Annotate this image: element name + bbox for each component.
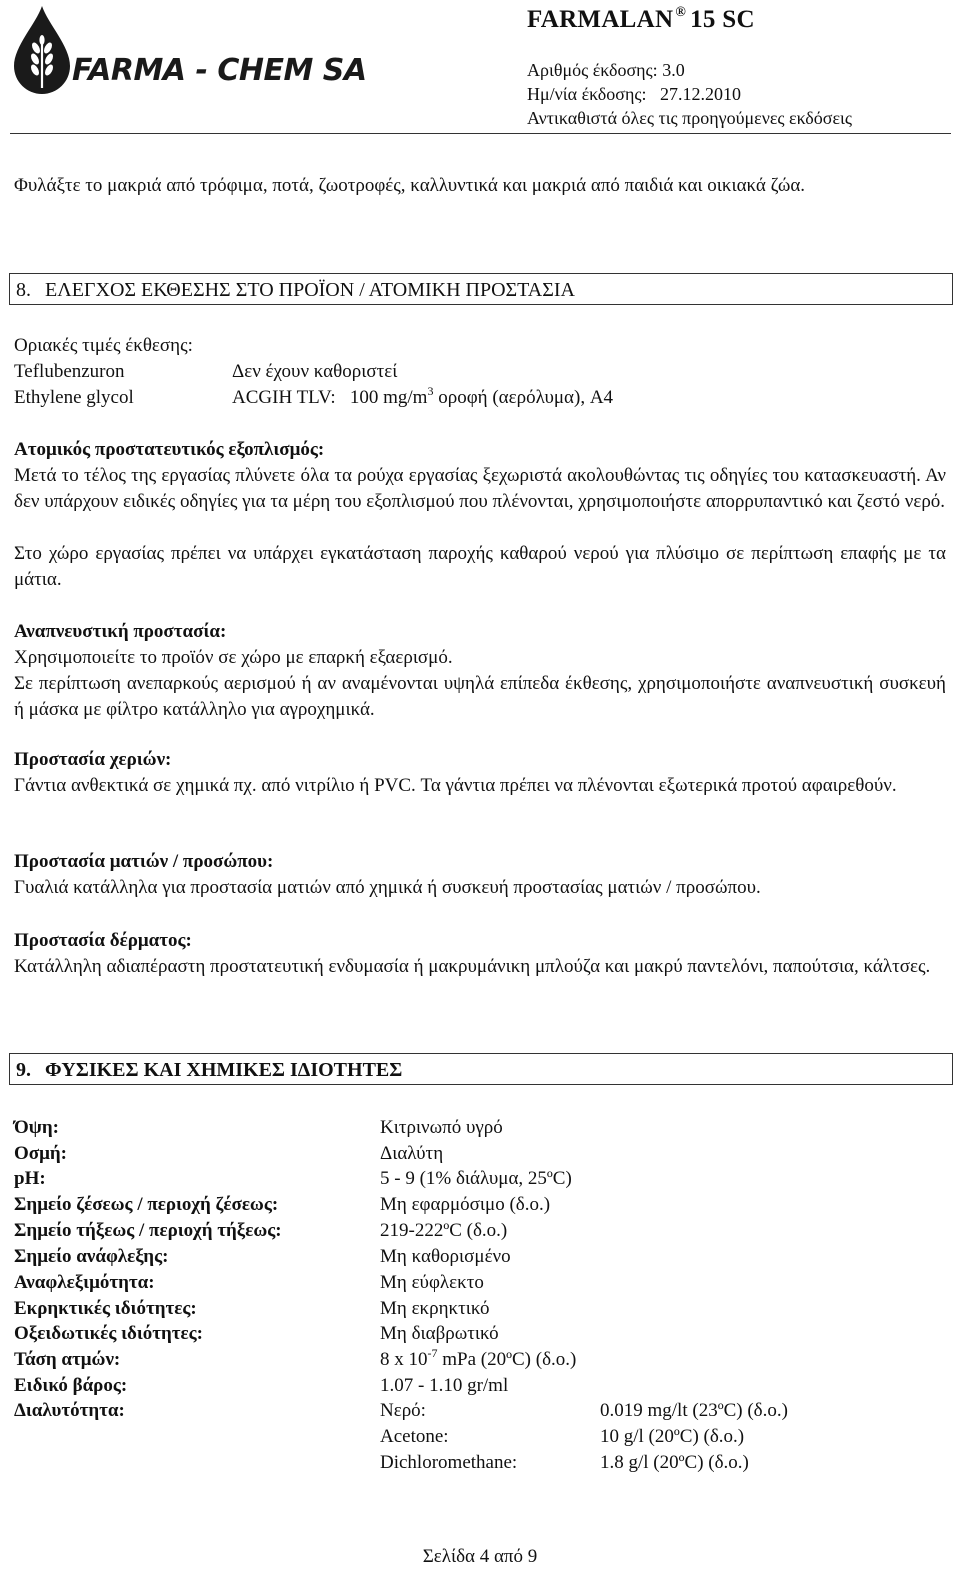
- property-value: Διαλύτη: [380, 1143, 444, 1164]
- solvent-name: Acetone:: [380, 1426, 449, 1447]
- hands-text: Γάντια ανθεκτικά σε χημικά πχ. από νιτρίλιο ή PVC. Τα γάντια πρέπει να πλένονται εξωτερικά προτού αφαιρεθούν.: [14, 775, 897, 796]
- solubility-value: 0.019 mg/lt (23ºC) (δ.ο.): [600, 1400, 788, 1421]
- issue-date: Ημ/νία έκδοσης: 27.12.2010: [527, 84, 742, 104]
- product-name: FARMALAN ® 15 SC: [527, 5, 755, 33]
- property-value: 219-222ºC (δ.ο.): [380, 1220, 508, 1241]
- solubility-value: 10 g/l (20ºC) (δ.ο.): [600, 1426, 745, 1447]
- replaces-note: Αντικαθιστά όλες τις προηγούμενες εκδόσεις: [527, 108, 853, 128]
- property-value: Μη εφαρμόσιμο (δ.ο.): [380, 1194, 551, 1215]
- ppe-heading: Ατομικός προστατευτικός εξοπλισμός:: [14, 439, 325, 460]
- respiratory-text: Χρησιμοποιείτε το προϊόν σε χώρο με επαρκή εξαερισμό.: [14, 647, 453, 668]
- property-label: Οξειδωτικές ιδιότητες:: [14, 1323, 203, 1344]
- property-label: Σημείο τήξεως / περιοχή τήξεως:: [14, 1220, 282, 1241]
- limits-heading: Οριακές τιμές έκθεσης:: [14, 335, 193, 356]
- eyes-text: Γυαλιά κατάλληλα για προστασία ματιών από χημικά ή συσκευή προστασίας ματιών / προσώπου.: [14, 877, 761, 898]
- skin-text: Κατάλληλη αδιαπέραστη προστατευτική ενδυμασία ή μακρυμάνικη μπλούζα και μακρύ παντελόνι, παπούτσια, κάλτσες.: [14, 956, 931, 977]
- farma-chem-logo-icon: [8, 4, 368, 96]
- header-divider: [10, 133, 951, 134]
- section-8-heading: 8. ΕΛΕΓΧΟΣ ΕΚΘΕΣΗΣ ΣΤΟ ΠΡΟΪΟΝ / ΑΤΟΜΙΚΗ ΠΡΟΣΤΑΣΙΑ: [9, 273, 953, 305]
- storage-text: Φυλάξτε το μακριά από τρόφιμα, ποτά, ζωοτροφές, καλλυντικά και μακριά από παιδιά και οικιακά ζώα.: [14, 175, 806, 196]
- solvent-name: Dichloromethane:: [380, 1452, 518, 1473]
- property-label: Διαλυτότητα:: [14, 1400, 125, 1421]
- property-label: Σημείο ζέσεως / περιοχή ζέσεως:: [14, 1194, 279, 1215]
- property-label: Εκρηκτικές ιδιότητες:: [14, 1298, 197, 1319]
- solvent-name: Νερό:: [380, 1400, 426, 1421]
- property-label: Ειδικό βάρος:: [14, 1375, 128, 1396]
- company-logo: [8, 4, 368, 96]
- eyes-heading: Προστασία ματιών / προσώπου:: [14, 851, 274, 872]
- property-label: Αναφλεξιμότητα:: [14, 1272, 155, 1293]
- respiratory-text: Σε περίπτωση ανεπαρκούς αερισμού ή αν αναμένονται υψηλά επίπεδα έκθεσης, χρησιμοποιήστε αναπνευστική συσκευή ή μάσκα με φίλτρο κατάλληλο για αγροχημικά.: [14, 673, 946, 720]
- skin-heading: Προστασία δέρματος:: [14, 930, 192, 951]
- limit-value: Δεν έχουν καθοριστεί: [232, 361, 398, 382]
- property-label: pH:: [14, 1168, 46, 1189]
- property-value: Μη διαβρωτικό: [380, 1323, 499, 1344]
- section-9-heading: 9. ΦΥΣΙΚΕΣ ΚΑΙ ΧΗΜΙΚΕΣ ΙΔΙΟΤΗΤΕΣ: [9, 1053, 953, 1085]
- hands-heading: Προστασία χεριών:: [14, 749, 172, 770]
- property-label: Σημείο ανάφλεξης:: [14, 1246, 169, 1267]
- property-value: 8 x $10^{-7}$ mPa (20ºC) (δ.ο.): [380, 1346, 577, 1370]
- solubility-value: 1.8 g/l (20ºC) (δ.ο.): [600, 1452, 749, 1473]
- ppe-text: Μετά το τέλος της εργασίας πλύνετε όλα τα ρούχα εργασίας ξεχωριστά ακολουθώντας τις οδηγίες του κατασκευαστή. Αν δεν υπάρχουν ειδικές οδηγίες για τα μέρη του εξοπλισμού που πλένονται, χρησιμοποιήστε απορρυπαντικό και ζεστό νερό.: [14, 465, 946, 512]
- property-label: Όψη:: [14, 1117, 59, 1138]
- property-value: Μη εκρηκτικό: [380, 1298, 490, 1319]
- property-label: Τάση ατμών:: [14, 1349, 121, 1370]
- property-label: Οσμή:: [14, 1143, 68, 1164]
- limit-value: ACGIH TLV: 100 $mg/m^3$ οροφή (αερόλυμα), A4: [232, 384, 614, 408]
- property-value: Μη καθορισμένο: [380, 1246, 511, 1267]
- property-value: Κιτρινωπό υγρό: [380, 1117, 503, 1138]
- property-value: Μη εύφλεκτο: [380, 1272, 484, 1293]
- ppe-text: Στο χώρο εργασίας πρέπει να υπάρχει εγκατάσταση παροχής καθαρού νερού για πλύσιμο σε περίπτωση επαφής με τα μάτια.: [14, 543, 946, 590]
- respiratory-heading: Αναπνευστική προστασία:: [14, 621, 227, 642]
- issue-number: Αριθμός έκδοσης: 3.0: [527, 60, 685, 80]
- page-number: Σελίδα 4 από 9: [422, 1546, 538, 1567]
- svg-text:FARMA - CHEM SA: FARMA - CHEM SA: [72, 53, 367, 88]
- property-value: 1.07 - 1.10 gr/ml: [380, 1375, 509, 1396]
- limit-substance: Teflubenzuron: [14, 361, 125, 382]
- limit-substance: Ethylene glycol: [14, 387, 134, 408]
- property-value: 5 - 9 (1% διάλυμα, 25ºC): [380, 1168, 572, 1189]
